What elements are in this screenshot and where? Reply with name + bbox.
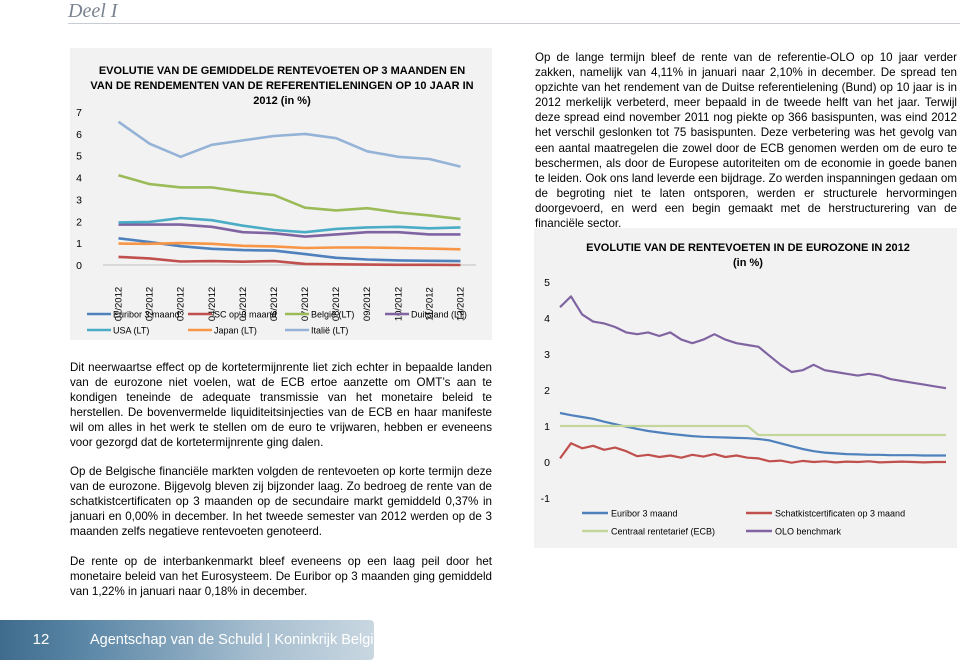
chart-2-title-main: EVOLUTIE VAN DE RENTEVOETEN IN DE EUROZONE IN 2012: [586, 242, 910, 254]
chart-1-x-tick-label: 09/2012: [362, 286, 374, 322]
chart-2-y-tick-label: 4: [544, 313, 550, 325]
chart-2-series-line: [560, 426, 946, 435]
chart-1-x-tick-label: 03/2012: [175, 286, 187, 322]
chart-1-y-tick-label: 5: [76, 150, 82, 163]
footer-title: [90, 620, 382, 660]
chart-1-legend-label: Duitsland (LT): [411, 309, 467, 320]
chart-2-series-line: [560, 296, 946, 388]
chart-1-x-tick-label: 05/2012: [237, 286, 249, 322]
chart-1-legend-label: SC op 3 maand: [214, 309, 277, 320]
page-number: 12: [32, 631, 50, 648]
chart-2-y-tick-label: 0: [544, 457, 550, 469]
chart-1-x-tick-label: 12/2012: [455, 286, 467, 322]
chart-1-x-tick-label: 01/2012: [113, 286, 125, 322]
chart-2-y-tick-label: 1: [544, 421, 550, 433]
chart-2-legend-label: Euribor 3 maand: [611, 508, 678, 519]
chart-1-legend-label: Euribor 3 maand: [113, 309, 180, 320]
chart-2-y-tick-label: -1: [540, 493, 550, 505]
paragraph-interbank-rate: De rente op de interbankenmarkt bleef eveneens op een laag peil door het monetaire beleid van het Eurosysteem. De Euribor op 3 maanden ging gemiddeld van 1,22% in januari naar 0,18% in december.: [70, 555, 492, 599]
chart-2-subtitle: (in %): [733, 257, 763, 269]
section-header: Deel I: [68, 0, 118, 22]
chart-1-y-tick-label: 2: [76, 216, 82, 229]
chart-2-legend-label: OLO benchmark: [775, 526, 842, 537]
chart-2-y-tick-label: 5: [544, 277, 550, 289]
chart-1-y-tick-label: 7: [76, 107, 82, 119]
chart-1-legend-label: België (LT): [311, 309, 355, 320]
chart-2-legend-label: Schatkistcertificaten op 3 maand: [775, 508, 906, 519]
footer-separator: |: [266, 632, 271, 648]
chart-1-title: EVOLUTIE VAN DE GEMIDDELDE RENTEVOETEN OP 3 MAANDEN EN VAN DE RENDEMENTEN VAN DE REFERENTIELENINGEN OP 10 JAAR IN 2012 (in %): [90, 65, 474, 107]
chart-1-x-tick-label: 08/2012: [331, 286, 343, 322]
chart-2-y-tick-label: 3: [544, 349, 550, 361]
chart-1-x-tick-label: 06/2012: [268, 286, 280, 322]
chart-1-x-tick-label: 10/2012: [393, 286, 405, 322]
chart-1-y-tick-label: 4: [76, 172, 82, 185]
page-footer: [0, 620, 382, 660]
chart-2-series-line: [560, 443, 946, 462]
chart-1-legend-label: Japan (LT): [214, 325, 257, 336]
chart-1-x-tick-label: 11/2012: [424, 287, 436, 321]
chart-1-x-tick-label: 07/2012: [300, 286, 312, 322]
footer-country: Koninkrijk België: [274, 632, 382, 648]
chart-1-legend-label: Italië (LT): [311, 325, 349, 336]
chart-1-x-tick-label: 04/2012: [206, 286, 218, 322]
paragraph-belgian-markets: Op de Belgische financiële markten volgden de rentevoeten op korte termijn deze van de eurozone. Bijgevolg bleven zij bijzonder laag. Zo bedroeg de rente van de schatkistcertificaten op 3 maanden op de secundaire markt gemiddeld 0,37% in januari en 0,00% in december. In het tweede semester van 2012 werden op de 3 maanden zelfs negatieve rentevoeten genoteerd.: [70, 465, 492, 539]
chart-1-legend-label: USA (LT): [113, 325, 150, 336]
chart-1-y-tick-label: 0: [76, 260, 82, 272]
chart-2-legend-label: Centraal rentetarief (ECB): [611, 526, 716, 537]
footer-agency: Agentschap van de Schuld: [90, 632, 263, 648]
chart-1-x-tick-label: 02/2012: [144, 286, 156, 322]
chart-1-y-tick-label: 6: [76, 128, 82, 141]
chart-1-y-tick-label: 1: [76, 238, 82, 251]
chart-2-y-tick-label: 2: [544, 385, 550, 397]
paragraph-short-term-effect: Dit neerwaartse effect op de kortetermijnrente liet zich echter in bepaalde landen van de eurozone niet voelen, wat de ECB ertoe aanzette om OMT’s aan te kondigen teneinde de adequate transmissie van het monetaire beleid te herstellen. De bovenvermelde liquiditeitsinjecties van de ECB en haar manifeste wil om alles in het werk te stellen om de euro te vrijwaren, hebben er eveneens voor gezorgd dat de kortetermijnrente ging dalen.: [70, 361, 492, 450]
chart-1-y-tick-label: 3: [76, 194, 82, 207]
paragraph-long-term-rates: Op de lange termijn bleef de rente van de referentie-OLO op 10 jaar verder zakken, namelijk van 4,11% in januari naar 2,10% in december. De spread ten opzichte van het rendement van de Duitse referentielening (Bund) op 10 jaar is in 2012 merkelijk verbeterd, meer bepaald in de tweede helft van het jaar. Terwijl deze spread eind november 2011 nog piekte op 366 basispunten, was eind 2012 het verschil geslonken tot 75 basispunten. Deze verbetering was het gevolg van een aantal maatregelen die zowel door de ECB genomen werden om de euro te beschermen, als door de Europese autoriteiten om de economie in goede banen te leiden. Ook ons land leverde een bijdrage. Zo werden inspanningen gedaan om de begroting niet te laten ontsporen, werden er structurele hervormingen doorgevoerd, en werd een begin gemaakt met de herstructurering van de financiële sector.: [535, 51, 957, 231]
